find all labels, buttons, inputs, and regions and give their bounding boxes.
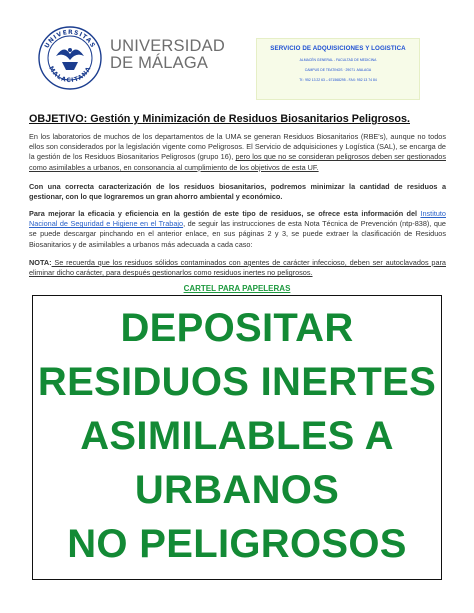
objective-heading: OBJETIVO: Gestión y Minimización de Residuos Biosanitarios Peligrosos. [29, 113, 410, 125]
university-name [110, 38, 225, 72]
intro-paragraph [29, 132, 446, 173]
instructions-text: , de seguir las instrucciones de esta Nota Técnica de Prevención (ntp-838), que se puede descargar pinchando en el anterior enlace, en sus páginas 2 y 3, se puede extraer la clasificación de Residuos Biosanitarios y de asimilables a urbanos más adecuada a cada caso: [29, 219, 446, 249]
poster-line-2: RESIDUOS INERTES [37, 360, 437, 404]
service-header-box [256, 38, 420, 100]
university-seal-logo [38, 26, 102, 90]
note-paragraph [29, 258, 446, 278]
service-address-line2: CAMPUS DE TEATINOS · 29071 -MALAGA [304, 68, 372, 72]
poster-line-3: ASIMILABLES A [80, 414, 394, 458]
university-name-line1: UNIVERSIDAD [110, 37, 225, 55]
university-name-line2: DE MÁLAGA [110, 54, 209, 72]
waste-bin-poster [32, 295, 442, 580]
service-address-line1: ALMACÉN GENERAL - FACULTAD DE MEDICINA [299, 58, 377, 62]
svg-text:UNIVERSITAS: UNIVERSITAS [43, 28, 97, 50]
svg-text:MALACITANA: MALACITANA [47, 65, 93, 85]
instructions-lead-text: Para mejorar la eficacia y eficiencia en la gestión de este tipo de residuos, se ofrece esta información del [29, 209, 421, 218]
instructions-paragraph [29, 209, 446, 250]
note-text: Se recuerda que los residuos sólidos contaminados con agentes de carácter infeccioso, deben ser autoclavados para eliminar dicho carácter, para después gestionarlos como residuos inertes no peligrosos. [29, 258, 446, 278]
note-label: NOTA: [29, 258, 52, 267]
intro-text: En los laboratorios de muchos de los departamentos de la UMA se generan Residuos Biosanitarios (RBE's), aunque no todos ellos son considerados por la legislación vigente como Peligrosos. El Servicio de adquisiciones y Logística (SAL), se encarga de la gestión de los Residuos Biosanitarios Peligrosos (grupo 16), [29, 132, 446, 162]
characterization-paragraph: Con una correcta caracterización de los residuos biosanitarios, podremos minimizar la cantidad de residuos a gestionar, con lo que lograremos un gran ahorro ambiental y económico. [29, 182, 446, 202]
intro-underlined-text: pero los que no se consideran peligrosos deben ser gestionados como asimilables a urbanos, en consonancia al cumplimiento de los objetivos de esta UF. [29, 152, 446, 172]
poster-caption: CARTEL PARA PAPELERAS [183, 284, 291, 293]
poster-line-5: NO PELIGROSOS [67, 522, 407, 566]
service-title: SERVICIO DE ADQUISICIONES Y LOGISTICA [270, 45, 406, 52]
poster-line-4: URBANOS [134, 468, 340, 512]
insht-link[interactable]: Instituto Nacional de Seguridad e Higiene en el Trabajo [29, 209, 446, 229]
service-phone-line: Tf.: 952 13 22 63 – 671568295 - FAX: 952 13 74 84 [299, 78, 377, 82]
poster-line-1: DEPOSITAR [120, 306, 354, 350]
